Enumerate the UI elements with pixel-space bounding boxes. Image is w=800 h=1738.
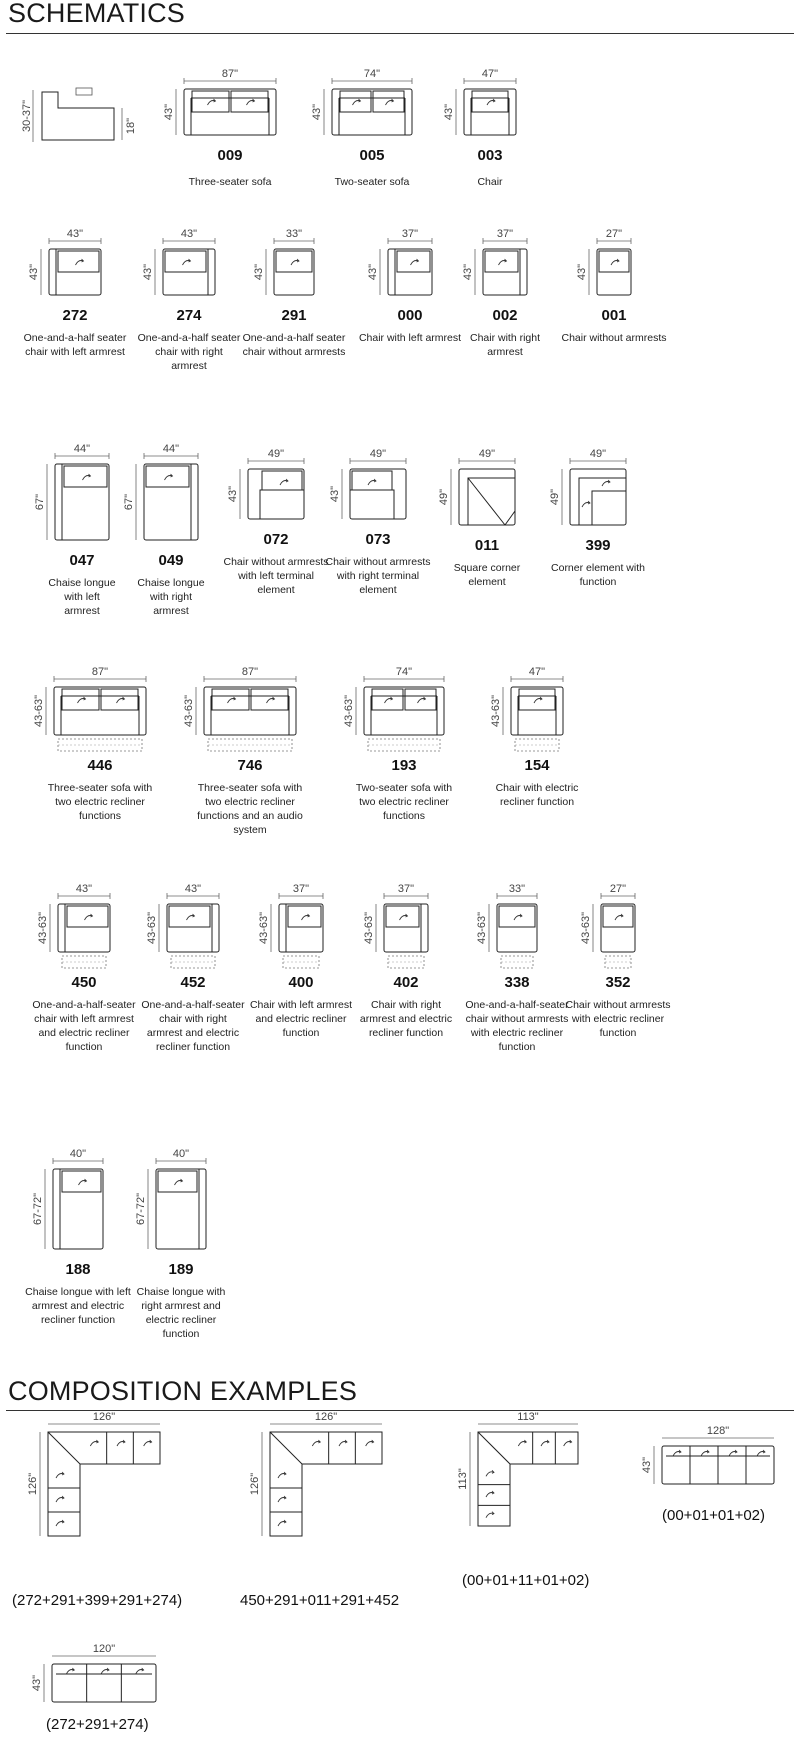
width-dimension-label: 43" bbox=[66, 228, 84, 240]
width-dimension-label: 49" bbox=[267, 448, 285, 460]
module-code: 003 bbox=[477, 147, 503, 164]
width-dimension-label: 33" bbox=[508, 883, 526, 895]
module-code: 049 bbox=[158, 552, 184, 569]
module-description: Chair with left armrest and electric recliner function bbox=[249, 999, 353, 1039]
height-dimension-label: 43" bbox=[163, 103, 175, 121]
height-dimension-label: 43-63" bbox=[33, 694, 45, 728]
module-code: 188 bbox=[65, 1261, 91, 1278]
module-code: 274 bbox=[176, 307, 202, 324]
module-description: Three-seater sofa bbox=[188, 176, 272, 188]
module-description: Two-seater sofa bbox=[334, 176, 410, 188]
module-code: 193 bbox=[391, 757, 417, 774]
module-description: Chair bbox=[477, 176, 503, 188]
module-description: One-and-a-half-seater chair without armrests with electric recliner function bbox=[465, 999, 569, 1053]
module-description: Chaise longue with right armrest and electric recliner function bbox=[136, 1286, 226, 1340]
width-dimension-label: 40" bbox=[172, 1148, 190, 1160]
module-code: 072 bbox=[263, 531, 289, 548]
height-dimension-label: 43" bbox=[253, 263, 265, 281]
module-code: 189 bbox=[168, 1261, 194, 1278]
module-code: 400 bbox=[288, 974, 314, 991]
height-dimension-label: 43" bbox=[367, 263, 379, 281]
composition-width-label: 126" bbox=[92, 1411, 116, 1423]
section-title-compositions: COMPOSITION EXAMPLES bbox=[8, 1376, 358, 1406]
composition-height-label: 126" bbox=[27, 1472, 39, 1496]
width-dimension-label: 47" bbox=[528, 666, 546, 678]
width-dimension-label: 87" bbox=[91, 666, 109, 678]
width-dimension-label: 47" bbox=[481, 68, 499, 80]
width-dimension-label: 87" bbox=[221, 68, 239, 80]
height-dimension-label: 43-63" bbox=[37, 911, 49, 945]
module-description: Three-seater sofa with two electric recliner functions and an audio system bbox=[197, 782, 303, 836]
module-code: 291 bbox=[281, 307, 307, 324]
module-code: 073 bbox=[365, 531, 391, 548]
module-description: One-and-a-half seater chair without armrests bbox=[242, 332, 346, 358]
module-code: 000 bbox=[397, 307, 423, 324]
composition-height-label: 43" bbox=[641, 1456, 653, 1474]
module-code: 009 bbox=[217, 147, 243, 164]
module-description: Chair without armrests with right terminal element bbox=[325, 556, 431, 596]
module-description: One-and-a-half-seater chair with left armrest and electric recliner function bbox=[32, 999, 136, 1053]
width-dimension-label: 74" bbox=[363, 68, 381, 80]
width-dimension-label: 37" bbox=[496, 228, 514, 240]
module-description: Chair without armrests with left terminal element bbox=[223, 556, 329, 596]
width-dimension-label: 27" bbox=[609, 883, 627, 895]
module-description: Square corner element bbox=[453, 562, 521, 588]
module-code: 272 bbox=[62, 307, 88, 324]
module-code: 338 bbox=[504, 974, 530, 991]
composition-height-label: 43" bbox=[31, 1674, 43, 1692]
module-description: One-and-a-half seater chair with right armrest bbox=[137, 332, 241, 372]
module-code: 402 bbox=[393, 974, 419, 991]
width-dimension-label: 33" bbox=[285, 228, 303, 240]
module-description: Chaise longue with left armrest and electric recliner function bbox=[25, 1286, 131, 1326]
section-title-schematics: SCHEMATICS bbox=[8, 0, 186, 28]
composition-formula: (00+01+11+01+02) bbox=[462, 1572, 590, 1589]
profile-height-label: 30-37" bbox=[21, 99, 33, 133]
width-dimension-label: 49" bbox=[369, 448, 387, 460]
module-code: 446 bbox=[87, 757, 113, 774]
height-dimension-label: 43" bbox=[142, 263, 154, 281]
composition-formula: (272+291+399+291+274) bbox=[12, 1592, 183, 1609]
module-code: 452 bbox=[180, 974, 206, 991]
height-dimension-label: 43-63" bbox=[580, 911, 592, 945]
height-dimension-label: 43-63" bbox=[476, 911, 488, 945]
module-code: 746 bbox=[237, 757, 263, 774]
composition-height-label: 113" bbox=[457, 1468, 469, 1490]
height-dimension-label: 43" bbox=[462, 263, 474, 281]
composition-width-label: 120" bbox=[92, 1643, 116, 1655]
module-description: Chair with electric recliner function bbox=[495, 782, 579, 808]
profile-seat-label: 18" bbox=[125, 117, 137, 135]
height-dimension-label: 43-63" bbox=[258, 911, 270, 945]
composition-formula: (00+01+01+02) bbox=[662, 1507, 766, 1524]
module-code: 002 bbox=[492, 307, 518, 324]
width-dimension-label: 37" bbox=[401, 228, 419, 240]
width-dimension-label: 87" bbox=[241, 666, 259, 678]
module-description: Chair with right armrest and electric recliner function bbox=[359, 999, 453, 1039]
height-dimension-label: 43" bbox=[443, 103, 455, 121]
height-dimension-label: 67-72" bbox=[135, 1192, 147, 1226]
module-description: Chair without armrests with electric recliner function bbox=[565, 999, 671, 1039]
composition-height-label: 126" bbox=[249, 1472, 261, 1496]
composition-width-label: 113" bbox=[517, 1411, 539, 1423]
height-dimension-label: 67" bbox=[123, 493, 135, 511]
height-dimension-label: 43" bbox=[311, 103, 323, 121]
module-code: 001 bbox=[601, 307, 627, 324]
width-dimension-label: 40" bbox=[69, 1148, 87, 1160]
height-dimension-label: 43" bbox=[227, 485, 239, 503]
module-description: Chaise longue with right armrest bbox=[137, 577, 205, 617]
height-dimension-label: 43" bbox=[329, 485, 341, 503]
module-description: Corner element with function bbox=[551, 562, 645, 588]
module-description: Three-seater sofa with two electric recliner functions bbox=[47, 782, 153, 822]
height-dimension-label: 43-63" bbox=[343, 694, 355, 728]
composition-formula: (272+291+274) bbox=[46, 1716, 149, 1733]
height-dimension-label: 67" bbox=[34, 493, 46, 511]
width-dimension-label: 43" bbox=[180, 228, 198, 240]
composition-width-label: 128" bbox=[706, 1425, 730, 1437]
width-dimension-label: 49" bbox=[478, 448, 496, 460]
module-description: Two-seater sofa with two electric recliner functions bbox=[355, 782, 453, 822]
module-description: Chair with right armrest bbox=[469, 332, 541, 358]
module-code: 005 bbox=[359, 147, 385, 164]
height-dimension-label: 43-63" bbox=[363, 911, 375, 945]
width-dimension-label: 49" bbox=[589, 448, 607, 460]
module-description: Chaise longue with left armrest bbox=[48, 577, 116, 617]
height-dimension-label: 43" bbox=[28, 263, 40, 281]
module-description: Chair without armrests bbox=[561, 332, 667, 344]
width-dimension-label: 37" bbox=[397, 883, 415, 895]
module-description: Chair with left armrest bbox=[358, 332, 462, 344]
width-dimension-label: 27" bbox=[605, 228, 623, 240]
module-code: 154 bbox=[524, 757, 550, 774]
composition-width-label: 126" bbox=[314, 1411, 338, 1423]
height-dimension-label: 67-72" bbox=[32, 1192, 44, 1226]
module-code: 352 bbox=[605, 974, 631, 991]
module-code: 047 bbox=[69, 552, 95, 569]
height-dimension-label: 43-63" bbox=[183, 694, 195, 728]
height-dimension-label: 43-63" bbox=[490, 694, 502, 728]
height-dimension-label: 49" bbox=[438, 488, 450, 506]
height-dimension-label: 43-63" bbox=[146, 911, 158, 945]
width-dimension-label: 74" bbox=[395, 666, 413, 678]
width-dimension-label: 44" bbox=[162, 443, 180, 455]
height-dimension-label: 43" bbox=[576, 263, 588, 281]
height-dimension-label: 49" bbox=[549, 488, 561, 506]
width-dimension-label: 43" bbox=[75, 883, 93, 895]
width-dimension-label: 43" bbox=[184, 883, 202, 895]
module-description: One-and-a-half-seater chair with right armrest and electric recliner function bbox=[141, 999, 245, 1053]
width-dimension-label: 37" bbox=[292, 883, 310, 895]
module-code: 450 bbox=[71, 974, 97, 991]
composition-formula: 450+291+011+291+452 bbox=[240, 1592, 400, 1609]
module-code: 011 bbox=[474, 537, 500, 554]
module-description: One-and-a-half seater chair with left armrest bbox=[23, 332, 127, 358]
module-code: 399 bbox=[585, 537, 611, 554]
width-dimension-label: 44" bbox=[73, 443, 91, 455]
